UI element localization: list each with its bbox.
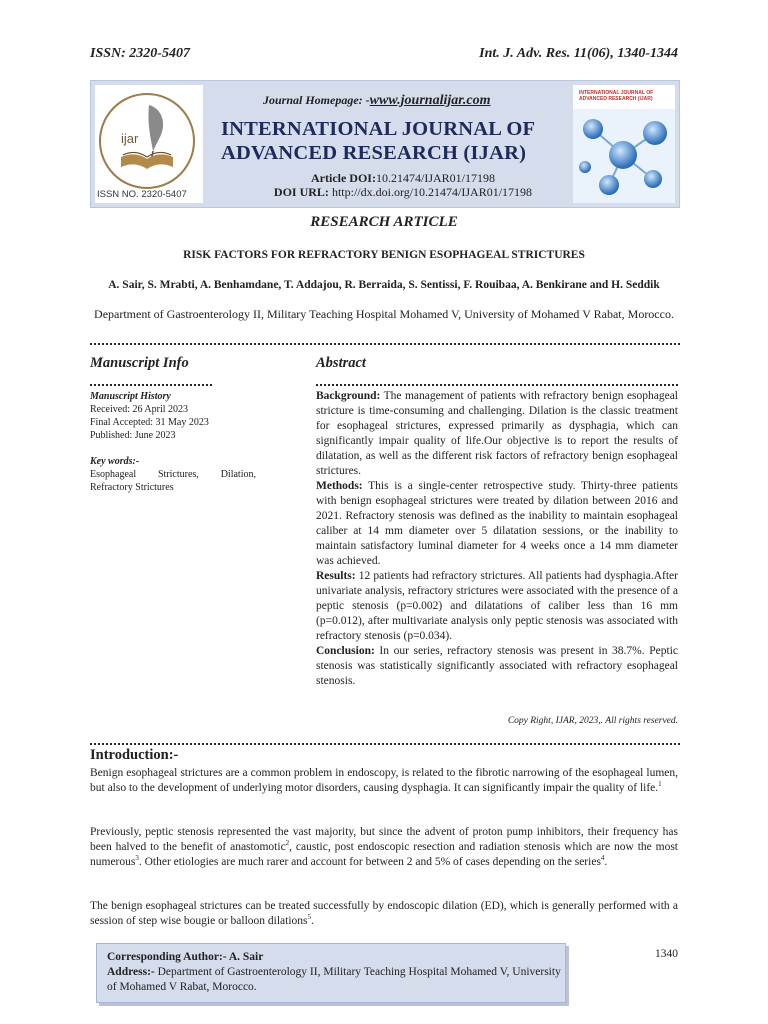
manuscript-info-dots <box>90 378 212 386</box>
abstract-background <box>316 389 678 479</box>
article-title: RISK FACTORS FOR REFRACTORY BENIGN ESOPHAGEAL STRICTURES <box>183 249 585 261</box>
reference-mark[interactable]: 3 <box>135 854 139 863</box>
intro-paragraph-2 <box>90 825 678 870</box>
abstract-body <box>316 389 678 689</box>
page-number: 1340 <box>655 948 678 960</box>
logo-text: ijar <box>121 131 139 146</box>
conclusion-text: In our series, refractory stenosis was present in 38.7%. Peptic stenosis was statistically significantly associated with refractory esophageal stenosis. <box>316 645 678 687</box>
doi-label: Article DOI: <box>311 171 376 185</box>
intro-paragraph-1 <box>90 766 678 796</box>
reference-mark[interactable]: 1 <box>658 780 662 789</box>
published-date: Published: June 2023 <box>90 430 176 441</box>
address-text: Department of Gastroenterology II, Military Teaching Hospital Mohamed V, University of Mohamed V Rabat, Morocco. <box>107 966 561 993</box>
results-label: Results: <box>316 570 356 582</box>
homepage-link[interactable]: www.journalijar.com <box>369 93 491 108</box>
reference-mark[interactable]: 5 <box>307 913 312 922</box>
intro-text: The benign esophageal strictures can be treated successfully by endoscopic dilation (ED), which is generally performed with a session of step wise bougie or balloon dilations <box>90 900 678 927</box>
keyword: Strictures, <box>157 469 199 480</box>
introduction-heading: Introduction:- <box>90 747 179 763</box>
received-date: Received: 26 April 2023 <box>90 404 189 415</box>
journal-title-line2: ADVANCED RESEARCH (IJAR) <box>221 142 527 164</box>
abstract-results <box>316 569 678 644</box>
intro-text: Previously, peptic stenosis represented the vast majority, but since the advent of proton pump inhibitors, their frequency has been halved to the benefit of anastomotic <box>90 826 678 853</box>
intro-text: , caustic, post endoscopic resection and radiation stenosis which are now the most numerous <box>90 841 678 868</box>
abstract-conclusion <box>316 644 678 689</box>
conclusion-label: Conclusion: <box>316 645 375 657</box>
cover-title: INTERNATIONAL JOURNAL OF ADVANCED RESEARCH (IJAR) <box>579 90 654 102</box>
doi-value: 10.21474/IJAR01/17198 <box>375 171 495 185</box>
intro-text: . <box>604 856 608 868</box>
manuscript-history-label: Manuscript History <box>90 391 171 402</box>
accepted-date: Final Accepted: 31 May 2023 <box>90 417 209 428</box>
reference-mark[interactable]: 4 <box>600 854 605 863</box>
article-type: RESEARCH ARTICLE <box>310 214 458 230</box>
journal-homepage <box>263 93 491 109</box>
logo-issn: ISSN NO. 2320-5407 <box>97 189 187 200</box>
author-affiliation: Department of Gastroenterology II, Military Teaching Hospital Mohamed V, University of Mohamed V Rabat, Morocco. <box>94 307 674 321</box>
article-doi <box>243 171 563 186</box>
copyright-notice: Copy Right, IJAR, 2023,. All rights reserved. <box>507 716 678 726</box>
intro-text: . <box>311 915 314 927</box>
keyword: Refractory Strictures <box>90 482 174 493</box>
doi-url-label: DOI URL: <box>273 185 329 199</box>
journal-cover <box>573 85 675 203</box>
keyword: Esophageal <box>90 469 137 480</box>
intro-paragraph-3 <box>90 899 678 929</box>
journal-title-line1: INTERNATIONAL JOURNAL OF <box>221 118 536 140</box>
running-header <box>90 46 678 66</box>
manuscript-info-heading: Manuscript Info <box>90 355 189 371</box>
abstract-methods <box>316 479 678 569</box>
corresponding-author-box <box>96 943 566 1003</box>
journal-banner <box>90 80 680 208</box>
separator-dots <box>90 333 680 345</box>
journal-title <box>221 117 566 165</box>
intro-text: Benign esophageal strictures are a common problem in endoscopy, is related to the fibrotic narrowing of the esophageal lumen, but also to the development of underlying motor disorders, causing dysphagia. It can significantly impair the quality of life. <box>90 767 678 794</box>
separator-dots <box>90 733 680 745</box>
address-sep: :- <box>147 966 155 978</box>
molecule-graphic-icon <box>573 109 675 203</box>
results-text: 12 patients had refractory strictures. All patients had dysphagia.After univariate analysis, refractory strictures were associated with the presence of a peptic stenosis (p=0.002) and dilatations of caliber less than 16 mm (p=0.012), after multivariate analysis only peptic stenosis was associated with refractory stenosis (p=0.034). <box>316 570 678 642</box>
keywords-line <box>90 468 256 481</box>
quill-book-icon <box>99 93 195 189</box>
journal-logo <box>95 85 203 203</box>
doi-url <box>243 185 563 200</box>
methods-label: Methods: <box>316 480 363 492</box>
article-authors: A. Sair, S. Mrabti, A. Benhamdane, T. Addajou, R. Berraida, S. Sentissi, F. Rouibaa, A. Benkirane and H. Seddik <box>108 279 660 291</box>
background-label: Background: <box>316 390 381 402</box>
intro-text: . Other etiologies are much rarer and account for between 2 and 5% of cases depending on the series <box>138 856 601 868</box>
author-address <box>107 965 565 995</box>
methods-text: This is a single-center retrospective study. Thirty-three patients with benign esophageal strictures were treated by dilation between 2016 and 2021. Refractory stenosis was defined as the inability to maintain esophageal caliber at 14 mm diameter over 5 dilatation sessions, or the inability to maintain satisfactory luminal diameter for 4 weeks once a 14 mm diameter was achieved. <box>316 480 678 567</box>
corresponding-author: Corresponding Author:- A. Sair <box>107 951 264 963</box>
reference-mark[interactable]: 2 <box>285 839 290 848</box>
header-citation: Int. J. Adv. Res. 11(06), 1340-1344 <box>479 46 678 61</box>
abstract-heading: Abstract <box>316 355 366 371</box>
address-label: Address <box>107 966 148 978</box>
abstract-dots <box>316 378 678 386</box>
keyword: Dilation, <box>220 469 256 480</box>
background-text: The management of patients with refractory benign esophageal stricture is time-consuming and challenging. Dilation is the classic treatment for esophageal strictures, expressed primarily as dysphagia, which can significantly impair quality of life.Our objective is to report the results of dilatation, as well as the different risk factors of refractory benign esophageal strictures. <box>316 390 678 477</box>
keywords-label: Key words:- <box>90 456 140 467</box>
doi-url-link[interactable]: http://dx.doi.org/10.21474/IJAR01/17198 <box>331 185 533 199</box>
header-issn: ISSN: 2320-5407 <box>90 46 190 61</box>
homepage-label: Journal Homepage: - <box>263 93 370 107</box>
manuscript-info <box>90 390 270 494</box>
